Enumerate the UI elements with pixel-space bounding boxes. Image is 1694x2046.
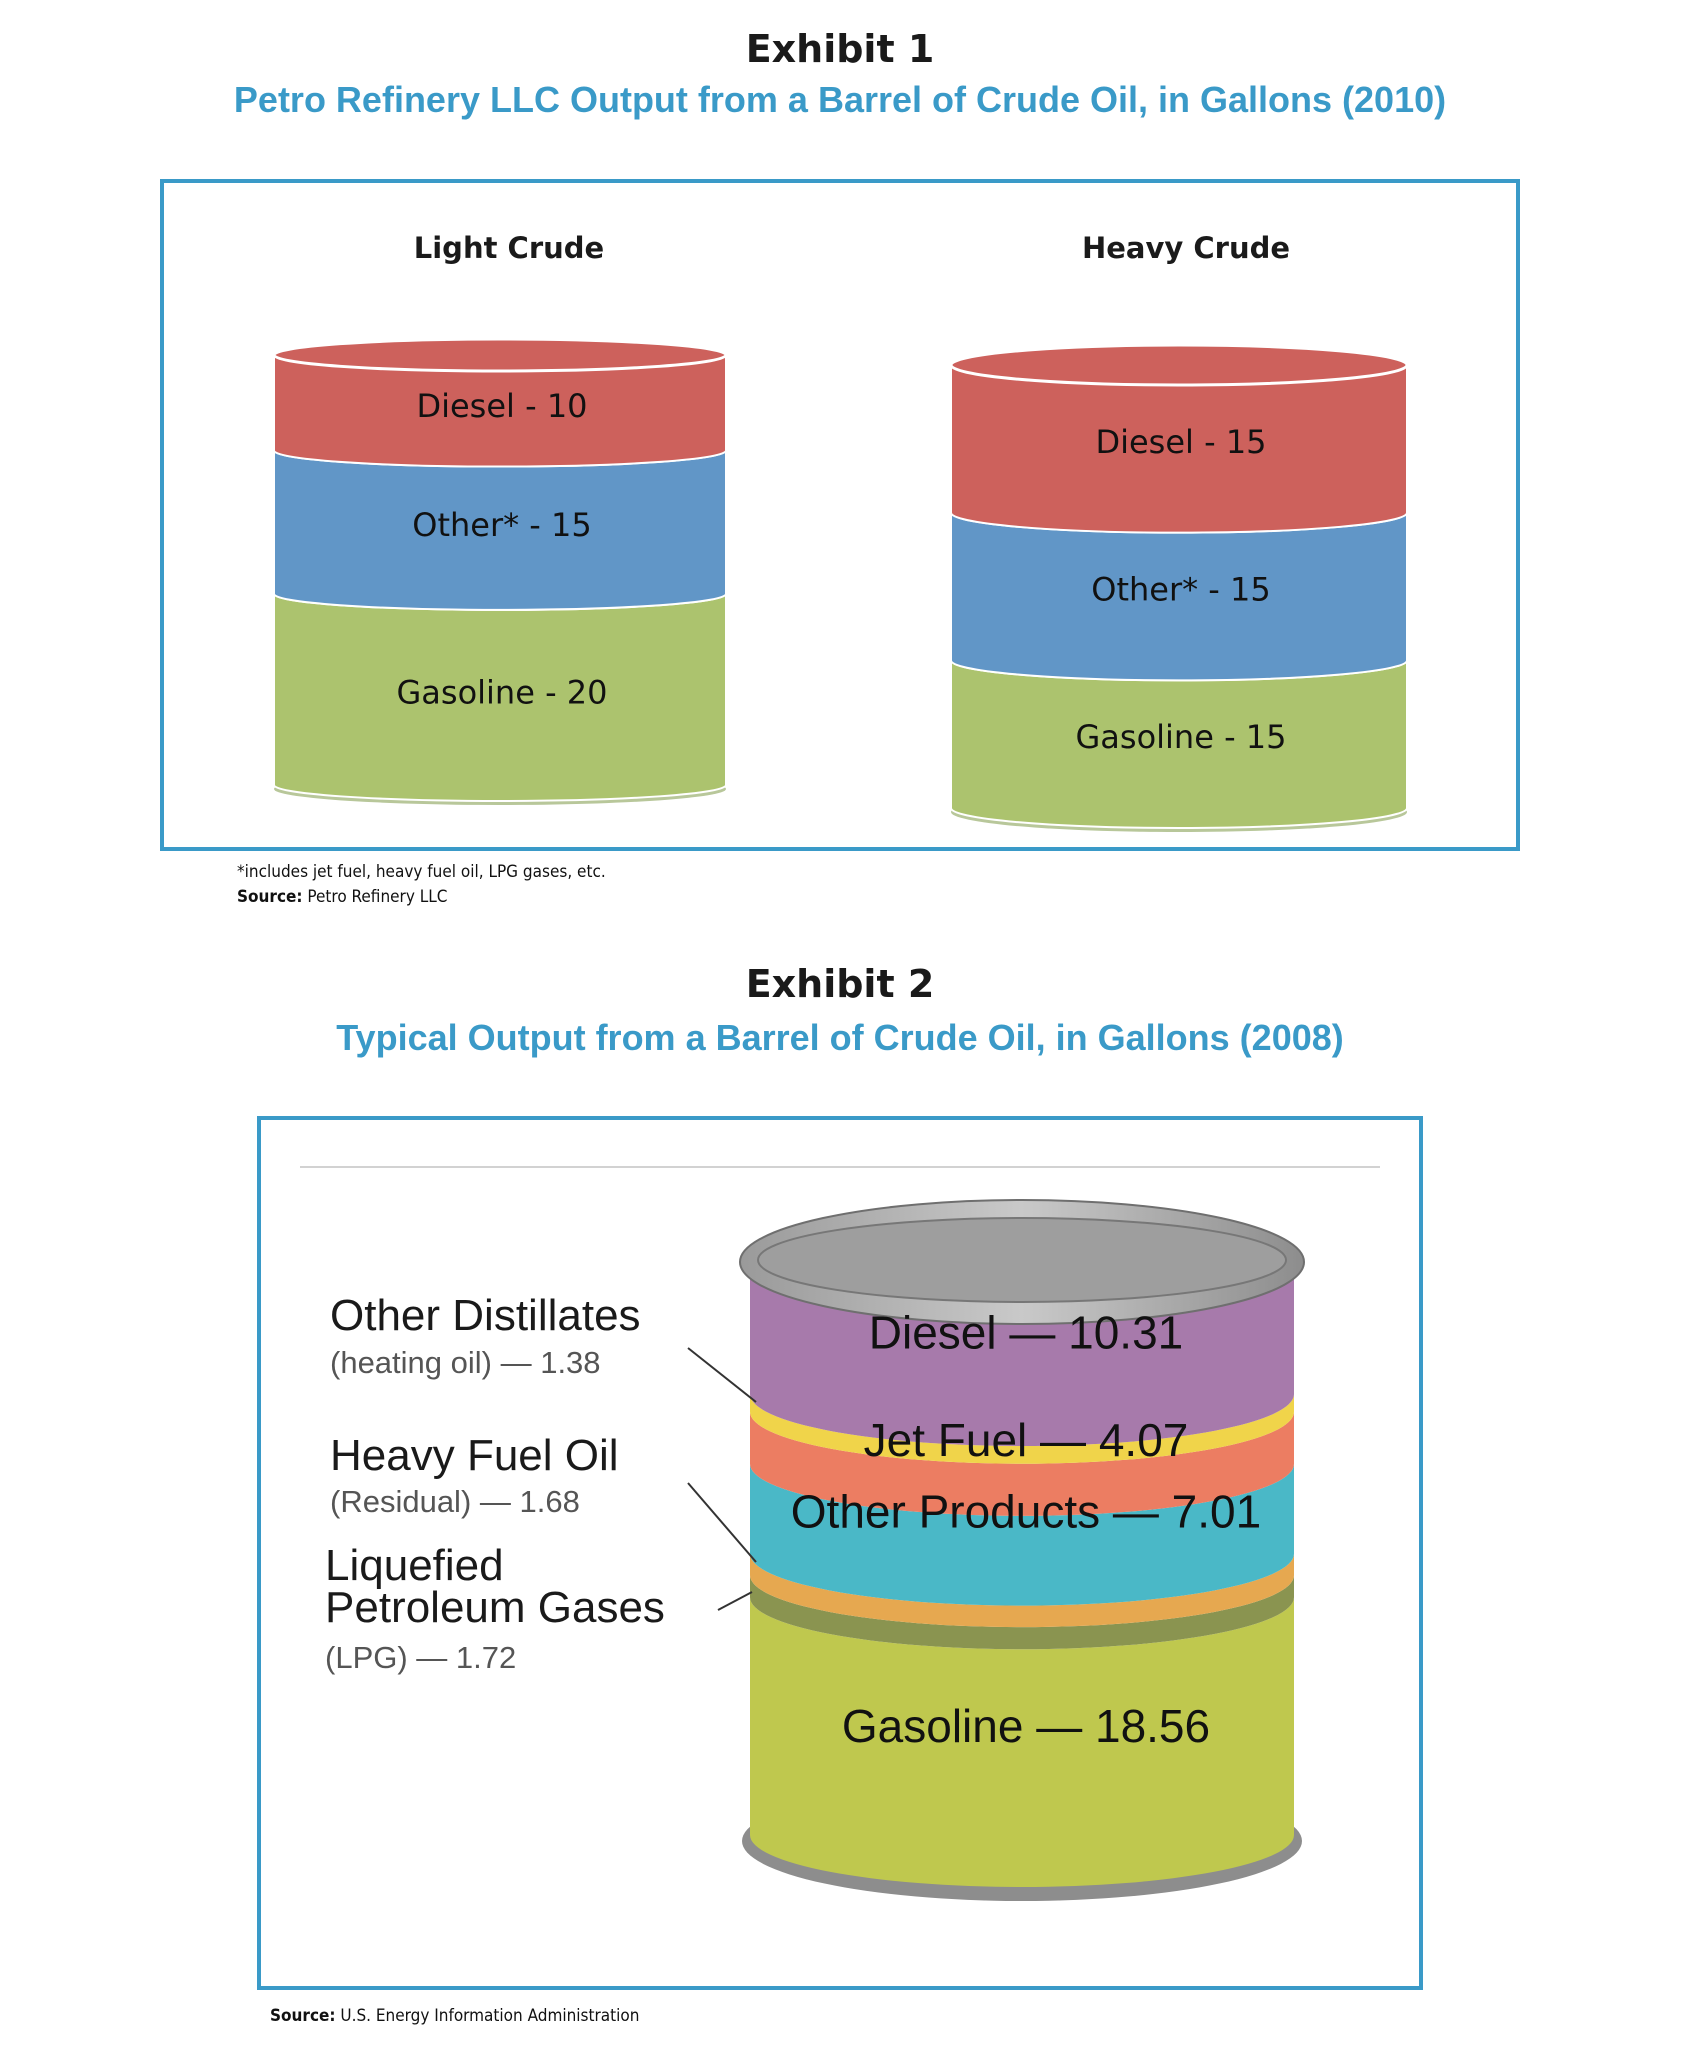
leader-lpg xyxy=(718,1592,752,1610)
can-label-diesel: Diesel — 10.31 xyxy=(868,1306,1184,1359)
barrel-1-label-other: Other* - 15 xyxy=(1091,570,1271,609)
label-lpg-line2: Petroleum Gases xyxy=(325,1583,665,1632)
heavy-crude-label: Heavy Crude xyxy=(1081,231,1291,265)
exhibit2-source-prefix: Source: xyxy=(270,2006,336,2026)
exhibit1-barrels xyxy=(274,339,1407,832)
leader-other-distillates xyxy=(688,1348,756,1402)
label-other-distillates-value: (heating oil) — 1.38 xyxy=(330,1345,601,1380)
can-label-other-products: Other Products — 7.01 xyxy=(790,1485,1262,1538)
exhibit1-footnote: *includes jet fuel, heavy fuel oil, LPG gases, etc. xyxy=(237,862,606,882)
barrel-1-top xyxy=(951,345,1407,385)
exhibit2-label: Exhibit 2 xyxy=(745,962,935,1006)
label-other-distillates: Other Distillates xyxy=(330,1291,641,1340)
leader-heavy-fuel-oil xyxy=(688,1483,756,1562)
exhibit2-source xyxy=(270,2006,639,2026)
light-crude-label: Light Crude xyxy=(413,231,605,265)
exhibit1-source-text: Petro Refinery LLC xyxy=(307,887,448,907)
barrel-0-label-gasoline: Gasoline - 20 xyxy=(396,673,608,712)
barrel-1-label-gasoline: Gasoline - 15 xyxy=(1075,718,1287,757)
label-heavy-fuel-oil-value: (Residual) — 1.68 xyxy=(330,1484,580,1519)
label-heavy-fuel-oil: Heavy Fuel Oil xyxy=(330,1431,619,1480)
exhibit1-source xyxy=(237,887,447,907)
exhibit1-source-prefix: Source: xyxy=(237,887,303,907)
can-label-gasoline: Gasoline — 18.56 xyxy=(841,1700,1211,1753)
exhibit2-title: Typical Output from a Barrel of Crude Oil, in Gallons (2008) xyxy=(336,1017,1344,1058)
barrel-0-label-other: Other* - 15 xyxy=(412,506,592,545)
exhibit1-title: Petro Refinery LLC Output from a Barrel of Crude Oil, in Gallons (2010) xyxy=(233,79,1447,120)
can-lid xyxy=(758,1218,1286,1302)
label-lpg-value: (LPG) — 1.72 xyxy=(325,1640,517,1675)
exhibit2-source-text: U.S. Energy Information Administration xyxy=(340,2006,640,2026)
exhibit2-barrel xyxy=(740,1200,1304,1901)
exhibit1-label: Exhibit 1 xyxy=(745,27,935,71)
label-lpg-line1: Liquefied xyxy=(325,1541,504,1590)
barrel-0-top xyxy=(274,339,726,371)
barrel-0-label-diesel: Diesel - 10 xyxy=(416,386,588,425)
barrel-1-label-diesel: Diesel - 15 xyxy=(1095,422,1267,461)
can-label-jet-fuel: Jet Fuel — 4.07 xyxy=(863,1413,1189,1466)
